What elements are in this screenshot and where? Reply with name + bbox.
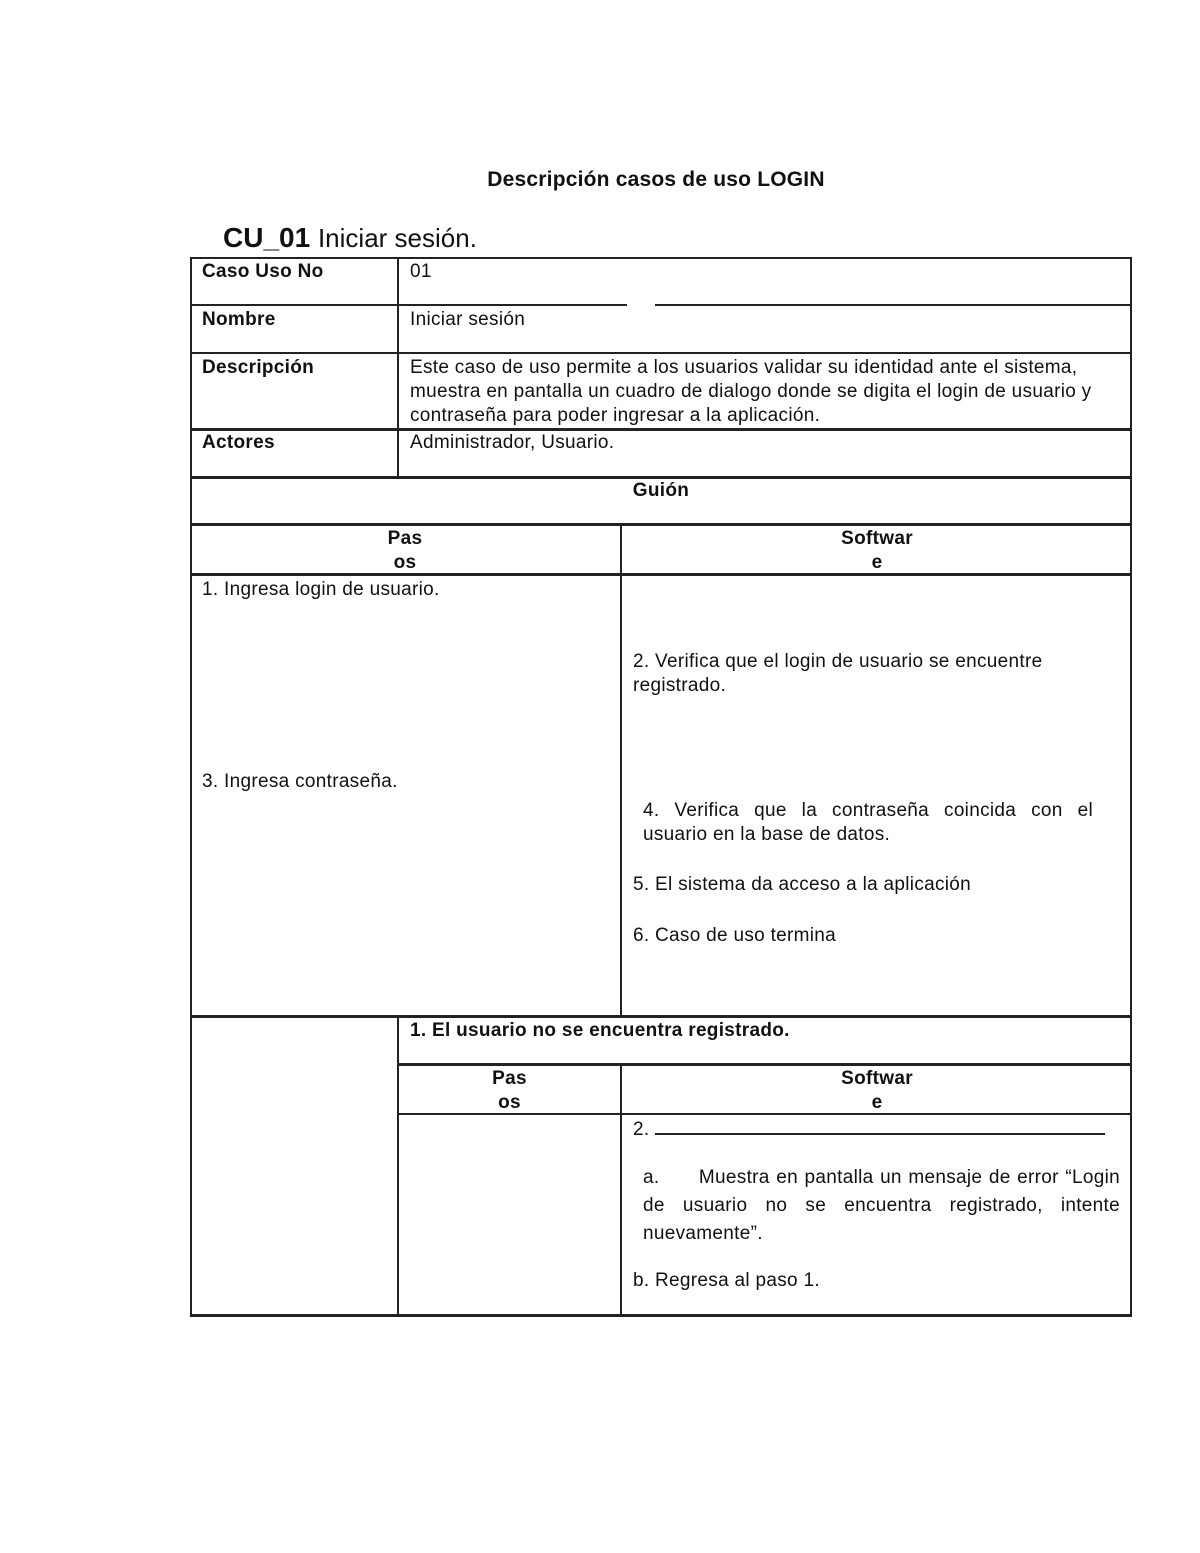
script-title: Guión: [632, 480, 690, 501]
alt-col-header-steps-line1: Pas: [492, 1068, 527, 1089]
alt-software-step-2: [633, 1118, 1105, 1142]
table-border: [190, 257, 192, 1316]
column-divider: [397, 257, 399, 477]
user-step-3: 3. Ingresa contraseña.: [202, 771, 398, 792]
table-border: [190, 257, 1132, 259]
software-step-2: 2. Verifica que el login de usuario se encuentre registrado.: [633, 651, 1043, 696]
row-divider: [190, 1015, 1132, 1018]
col-header-software-line2: e: [871, 552, 883, 573]
label-description: Descripción: [202, 357, 315, 378]
alt-substep-a: a. Muestra en pantalla un mensaje de error “Login de usuario no se encuentra registrado, intente nuevamente”.: [643, 1167, 1126, 1244]
software-step-5: 5. El sistema da acceso a la aplicación: [633, 874, 972, 895]
col-header-software: [622, 527, 1132, 575]
col-header-steps-line1: Pas: [387, 528, 423, 549]
row-divider: [655, 304, 1132, 306]
value-actors: Administrador, Usuario.: [410, 432, 615, 453]
alt-col-header-software-line2: e: [871, 1092, 883, 1113]
column-divider: [620, 523, 622, 1016]
label-actors: Actores: [202, 432, 275, 453]
table-border: [1130, 257, 1132, 1316]
value-case-number: 01: [410, 261, 432, 282]
row-divider: [190, 428, 1132, 431]
value-name: Iniciar sesión: [410, 309, 526, 330]
row-divider: [190, 352, 1132, 354]
document-title: Descripción casos de uso LOGIN: [487, 168, 825, 191]
row-divider: [190, 304, 627, 306]
alt-col-header-software: [622, 1067, 1132, 1115]
alt-col-header-software-line1: Softwar: [841, 1068, 913, 1089]
column-divider: [397, 1015, 399, 1315]
alt-col-header-steps: [399, 1067, 620, 1115]
blank-line: [655, 1133, 1105, 1135]
alt-substep-b: b. Regresa al paso 1.: [633, 1270, 820, 1291]
col-header-software-line1: Softwar: [841, 528, 913, 549]
user-step-1: 1. Ingresa login de usuario.: [202, 579, 440, 600]
row-divider: [397, 1063, 1132, 1066]
alt-col-header-steps-line2: os: [498, 1092, 521, 1113]
row-divider: [190, 523, 1132, 526]
table-border: [190, 1314, 1132, 1317]
software-step-6: 6. Caso de uso termina: [633, 925, 837, 946]
col-header-steps-line2: os: [393, 552, 417, 573]
label-case-number: Caso Uso No: [202, 261, 324, 282]
alt-step-number: 2.: [633, 1119, 650, 1140]
label-name: Nombre: [202, 309, 276, 330]
use-case-heading: [223, 222, 477, 254]
value-description: Este caso de uso permite a los usuarios validar su identidad ante el sistema, muestra en pantalla un cuadro de dialogo donde se digita el login de usuario y contraseña para poder ingresar a la aplicación.: [410, 357, 1092, 426]
alternate-flow-title: 1. El usuario no se encuentra registrado.: [410, 1020, 790, 1041]
use-case-code: CU_01: [223, 222, 311, 253]
col-header-steps: [190, 527, 620, 575]
use-case-name: Iniciar sesión.: [317, 223, 477, 253]
software-step-4: 4. Verifica que la contraseña coincida con el usuario en la base de datos.: [643, 800, 1093, 845]
